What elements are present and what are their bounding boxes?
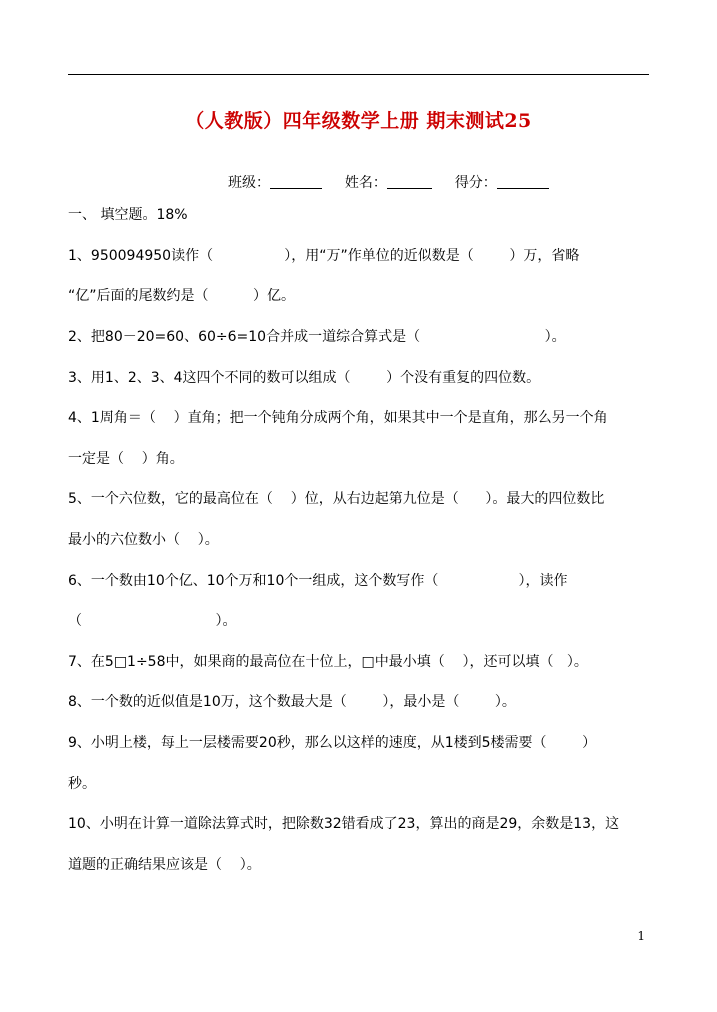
question-line: 10、小明在计算一道除法算式时，把除数32错看成了23，算出的商是29，余数是13，这 — [68, 816, 620, 832]
header-rule — [68, 74, 649, 75]
section-heading: 一、 填空题。18% — [68, 207, 188, 223]
question-line: 一定是（ ）角。 — [68, 451, 184, 467]
student-info-line — [228, 172, 549, 192]
score-blank — [497, 174, 549, 189]
question-line: 1、950094950读作（ ），用“万”作单位的近似数是（ ）万，省略 — [68, 248, 580, 264]
name-blank — [387, 174, 432, 189]
question-line: 最小的六位数小（ ）。 — [68, 532, 219, 548]
class-label: 班级： — [228, 175, 270, 191]
question-line: 秒。 — [68, 776, 96, 792]
question-line: 9、小明上楼，每上一层楼需要20秒，那么以这样的速度，从1楼到5楼需要（ ） — [68, 735, 597, 751]
question-line: 2、把80－20=60、60÷6=10合并成一道综合算式是（ ）。 — [68, 329, 566, 345]
question-line: 8、一个数的近似值是10万，这个数最大是（ ），最小是（ ）。 — [68, 694, 516, 710]
page-number: 1 — [637, 929, 645, 943]
question-line: “亿”后面的尾数约是（ ）亿。 — [68, 288, 296, 304]
question-line: 3、用1、2、3、4这四个不同的数可以组成（ ）个没有重复的四位数。 — [68, 370, 541, 386]
question-line: 7、在5□1÷58中，如果商的最高位在十位上，□中最小填（ ），还可以填（ ）。 — [68, 654, 588, 670]
class-blank — [270, 174, 322, 189]
page-title: （人教版）四年级数学上册 期末测试25 — [185, 110, 532, 132]
question-line: 6、一个数由10个亿、10个万和10个一组成，这个数写作（ ），读作 — [68, 573, 568, 589]
name-label: 姓名： — [344, 175, 387, 191]
score-label: 得分： — [454, 175, 497, 191]
question-line: 道题的正确结果应该是（ ）。 — [68, 857, 261, 873]
question-line: 4、1周角＝（ ）直角；把一个钝角分成两个角，如果其中一个是直角，那么另一个角 — [68, 410, 608, 426]
question-line: 5、一个六位数，它的最高位在（ ）位，从右边起第九位是（ ）。最大的四位数比 — [68, 491, 605, 507]
question-line: （ ）。 — [68, 613, 237, 629]
